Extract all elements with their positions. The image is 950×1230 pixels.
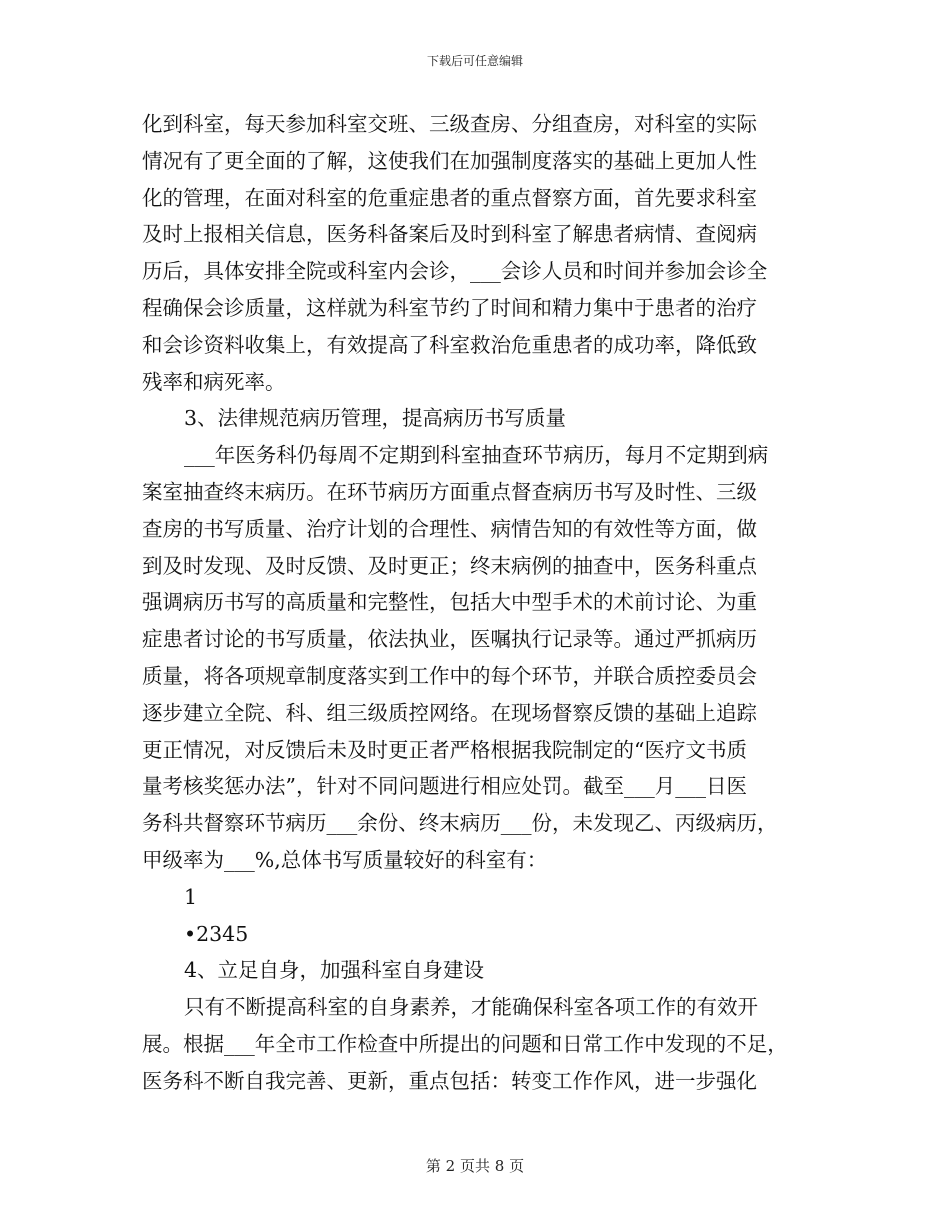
page-header: 下载后可任意编辑	[426, 54, 523, 68]
body-line: 残率和病死率。	[142, 369, 286, 394]
body-line: 查房的书写质量、治疗计划的合理性、病情告知的有效性等方面，做	[142, 516, 757, 541]
body-line: 强调病历书写的高质量和完整性，包括大中型手术的术前讨论、为重	[142, 590, 757, 615]
body-line: 务科共督察环节病历___余份、终末病历___份，未发现乙、丙级病历，	[142, 811, 778, 836]
body-line: 症患者讨论的书写质量，依法执业，医嘱执行记录等。通过严抓病历	[142, 627, 757, 652]
list-item: •2345	[184, 921, 249, 946]
body-line: 质量，将各项规章制度落实到工作中的每个环节，并联合质控委员会	[142, 663, 757, 688]
body-line: 展。根据___年全市工作检查中所提出的问题和日常工作中发现的不足，	[142, 1031, 788, 1056]
body-line: 甲级率为___%,总体书写质量较好的科室有：	[142, 847, 548, 872]
section-heading-3: 3、法律规范病历管理，提高病历书写质量	[184, 406, 567, 431]
body-line: 只有不断提高科室的自身素养，才能确保科室各项工作的有效开	[184, 995, 758, 1020]
body-line: 案室抽查终末病历。在环节病历方面重点督查病历书写及时性、三级	[142, 479, 757, 504]
body-line: 化到科室，每天参加科室交班、三级查房、分组查房，对科室的实际	[142, 112, 757, 136]
list-item: 1	[184, 884, 198, 909]
body-line: 量考核奖惩办法”，针对不同问题进行相应处罚。截至___月___日医	[142, 774, 747, 799]
page-footer: 第 2 页共 8 页	[425, 1157, 525, 1175]
document-body	[142, 106, 810, 1100]
body-line: 逐步建立全院、科、组三级质控网络。在现场督察反馈的基础上追踪	[142, 700, 757, 725]
body-line: 情况有了更全面的了解，这使我们在加强制度落实的基础上更加人性	[142, 148, 757, 173]
body-line: 化的管理，在面对科室的危重症患者的重点督察方面，首先要求科室	[142, 185, 757, 210]
section-heading-4: 4、立足自身，加强科室自身建设	[184, 958, 485, 983]
body-line: 医务科不断自我完善、更新，重点包括：转变工作作风，进一步强化	[142, 1068, 757, 1093]
body-line: 更正情况，对反馈后未及时更正者严格根据我院制定的“医疗文书质	[142, 737, 747, 762]
body-line: ___年医务科仍每周不定期到科室抽查环节病历，每月不定期到病	[184, 443, 769, 468]
body-line: 程确保会诊质量，这样就为科室节约了时间和精力集中于患者的治疗	[142, 295, 757, 320]
body-line: 到及时发现、及时反馈、及时更正；终末病例的抽查中，医务科重点	[142, 553, 757, 578]
body-line: 和会诊资料收集上，有效提高了科室救治危重患者的成功率，降低致	[142, 332, 757, 357]
body-line: 及时上报相关信息，医务科备案后及时到科室了解患者病情、查阅病	[142, 222, 757, 247]
body-line: 历后，具体安排全院或科室内会诊，___会诊人员和时间并参加会诊全	[142, 259, 768, 284]
